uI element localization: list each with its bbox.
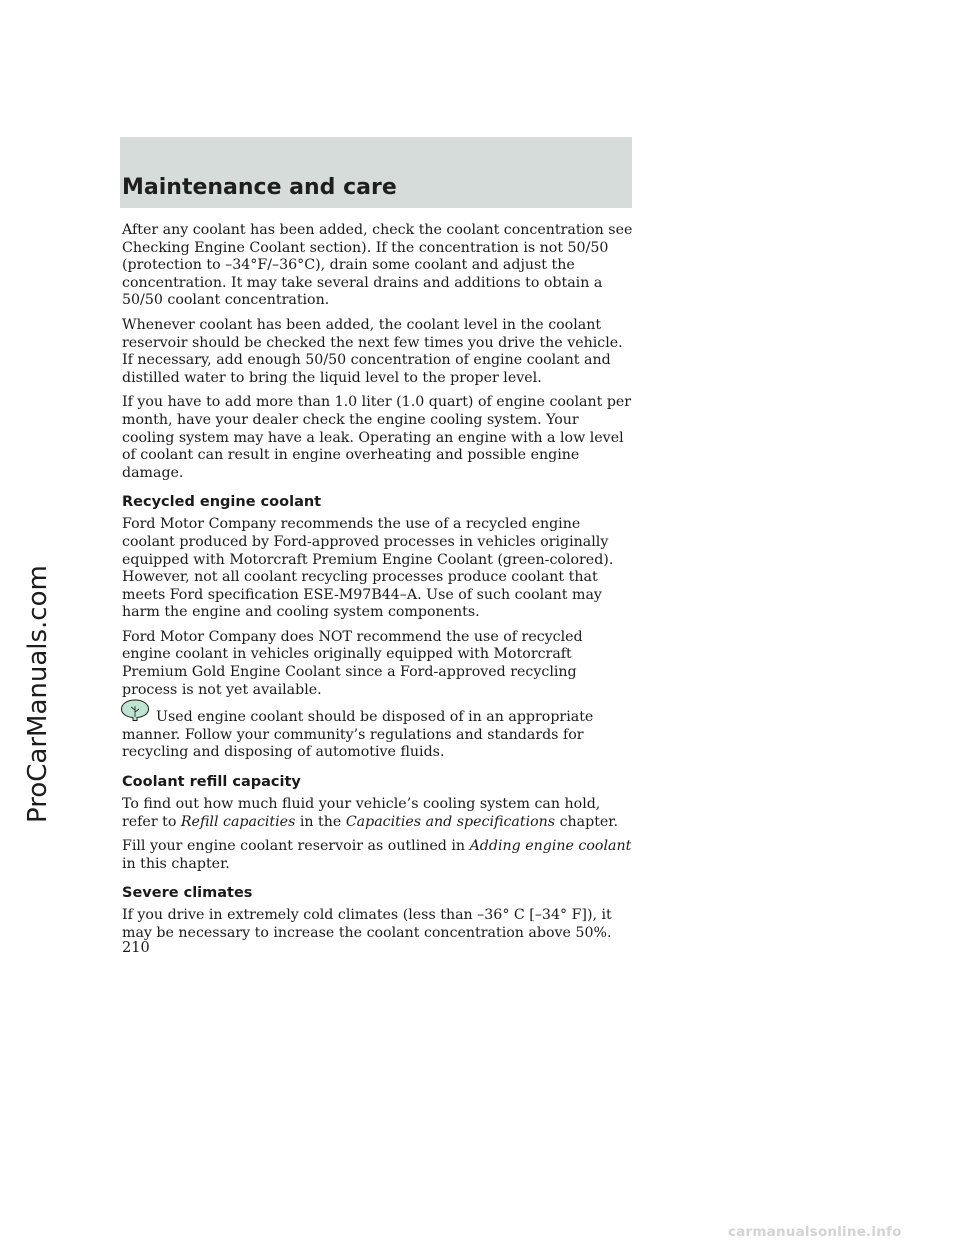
heading-severe-climates: Severe climates (122, 885, 253, 902)
paragraph-fill-reservoir (122, 838, 634, 873)
link-adding-engine-coolant: Adding engine coolant (469, 838, 632, 855)
environment-note-text: Used engine coolant should be disposed of in an appropriate manner. Follow your community’s regulations and standards for recycling and disposing of automotive fluids. (122, 709, 594, 761)
refill-text-mid: in the (295, 813, 346, 830)
paragraph-refill-reference (122, 796, 634, 831)
paragraph-environment-note (122, 709, 634, 762)
recycle-tree-icon (120, 699, 150, 721)
link-refill-capacities: Refill capacities (180, 813, 296, 830)
bottom-watermark: carmanualsonline.info (728, 1224, 902, 1240)
link-capacities-specifications: Capacities and specifications (345, 813, 556, 830)
refill-text-end: chapter. (555, 813, 619, 830)
paragraph-coolant-concentration: After any coolant has been added, check the coolant concentration see Checking Engine Coolant section). If the concentration is not 50/50 (protection to –34°F/–36°C), drain some coolant and adjust the concentration. It may take several drains and additions to obtain a 50/50 coolant concentration. (122, 222, 633, 309)
heading-refill-capacity: Coolant refill capacity (122, 774, 301, 791)
side-watermark-text: ProCarManuals.com (23, 565, 53, 823)
paragraph-recycled-recommend: Ford Motor Company recommends the use of a recycled engine coolant produced by Ford-approved processes in vehicles originally equipped with Motorcraft Premium Engine Coolant (green-colored). However, not all coolant recycling processes produce coolant that meets Ford specification ESE-M97B44–A. Use of such coolant may harm the engine and cooling system components. (122, 516, 614, 621)
paragraph-coolant-leak: If you have to add more than 1.0 liter (1.0 quart) of engine coolant per month, have your dealer check the engine cooling system. Your cooling system may have a leak. Operating an engine with a low level of coolant can result in engine overheating and possible engine damage. (122, 394, 632, 481)
fill-text-end: in this chapter. (122, 855, 230, 872)
refill-text-start: To find out how much fluid your vehicle’s cooling system can hold, refer to (122, 796, 601, 830)
main-content (122, 222, 634, 950)
fill-text-start: Fill your engine coolant reservoir as outlined in (122, 838, 470, 855)
paragraph-severe-climates: If you drive in extremely cold climates (less than –36° C [–34° F]), it may be necessary to increase the coolant concentration above 50%. (122, 907, 612, 941)
page-number: 210 (122, 940, 150, 956)
paragraph-coolant-level-check: Whenever coolant has been added, the coolant level in the coolant reservoir should be checked the next few times you drive the vehicle. If necessary, add enough 50/50 concentration of engine coolant and distilled water to bring the liquid level to the proper level. (122, 316, 623, 386)
heading-recycled-coolant: Recycled engine coolant (122, 494, 322, 511)
side-watermark (8, 525, 54, 825)
page-title: Maintenance and care (122, 175, 397, 200)
paragraph-recycled-not-recommend: Ford Motor Company does NOT recommend the use of recycled engine coolant in vehicles originally equipped with Motorcraft Premium Gold Engine Coolant since a Ford-approved recycling process is not yet available. (122, 628, 583, 698)
